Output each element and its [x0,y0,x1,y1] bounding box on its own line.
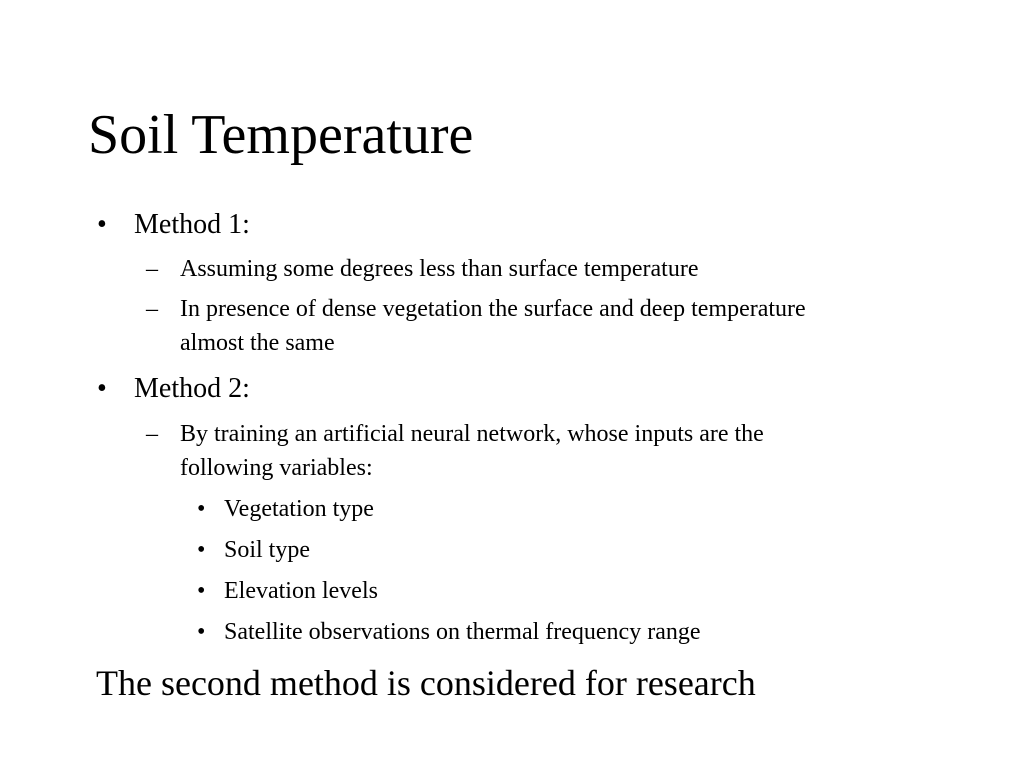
bullet-level3: • [197,619,206,645]
method1-point-2-line2: almost the same [180,330,335,356]
method2-point-1-line1: By training an artificial neural network, whose inputs are the [180,421,764,447]
variable-item: Satellite observations on thermal frequency range [224,619,701,645]
conclusion-text: The second method is considered for research [96,663,756,703]
method2-label: Method 2: [134,373,250,404]
bullet-level2: – [146,421,158,447]
method1-point-1: Assuming some degrees less than surface temperature [180,256,699,282]
method1-label: Method 1: [134,209,250,240]
bullet-level2: – [146,296,158,322]
bullet-level1: • [97,373,107,404]
method2-point-1-line2: following variables: [180,455,373,481]
variable-item: Elevation levels [224,578,378,604]
bullet-level1: • [97,209,107,240]
variable-item: Soil type [224,537,311,563]
bullet-level3: • [197,537,206,563]
bullet-level2: – [146,256,158,282]
bullet-level3: • [197,496,206,522]
method1-point-2-line1: In presence of dense vegetation the surface and deep temperature [180,296,806,322]
variable-item: Vegetation type [224,496,374,522]
bullet-level3: • [197,578,206,604]
slide-title: Soil Temperature [88,104,474,166]
